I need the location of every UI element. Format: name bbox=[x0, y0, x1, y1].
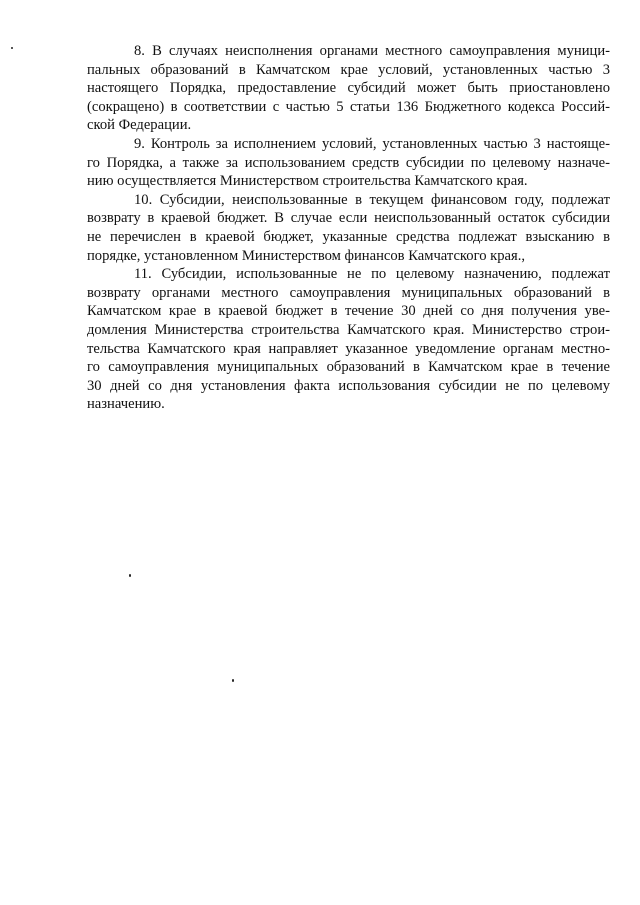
scan-speck bbox=[232, 679, 234, 682]
paragraph-line: назначению. bbox=[87, 396, 165, 413]
paragraph-line: пальных образований в Камчатском крае условий, установленных частью 3 bbox=[87, 61, 610, 78]
paragraph-line: 10. Субсидии, неиспользованные в текущем финансовом году, подлежат bbox=[134, 191, 610, 208]
paragraph-line: го Порядка, а также за использованием средств субсидии по целевому назначе- bbox=[87, 154, 610, 171]
paragraph-line: 9. Контроль за исполнением условий, установленных частью 3 настояще- bbox=[134, 135, 610, 152]
scan-speck bbox=[129, 574, 131, 577]
paragraph-11 bbox=[87, 265, 610, 414]
paragraph-line: го самоуправления муниципальных образований в Камчатском крае в течение bbox=[87, 359, 610, 376]
paragraph-9 bbox=[87, 135, 610, 191]
paragraph-line: 8. В случаях неисполнения органами местного самоуправления муници- bbox=[134, 43, 610, 59]
paragraph-line: нию осуществляется Министерством строительства Камчатского края. bbox=[87, 173, 528, 190]
scan-speck bbox=[11, 47, 13, 49]
document-body bbox=[87, 42, 610, 414]
paragraph-line: 30 дней со дня установления факта использования субсидии не по целевому bbox=[87, 377, 610, 394]
paragraph-line: возврату в краевой бюджет. В случае если неиспользованный остаток субсидии bbox=[87, 210, 610, 227]
paragraph-line: тельства Камчатского края направляет указанное уведомление органам местно- bbox=[87, 340, 610, 357]
paragraph-line: Камчатском крае в краевой бюджет в течение 30 дней со дня получения уве- bbox=[87, 303, 610, 320]
paragraph-line: 11. Субсидии, использованные не по целевому назначению, подлежат bbox=[134, 266, 610, 283]
paragraph-line: (сокращено) в соответствии с частью 5 статьи 136 Бюджетного кодекса Россий- bbox=[87, 98, 610, 115]
paragraph-line: домления Министерства строительства Камчатского края. Министерство строи- bbox=[87, 321, 610, 338]
paragraph-10 bbox=[87, 191, 610, 265]
paragraph-line: настоящего Порядка, предоставление субсидий может быть приостановлено bbox=[87, 80, 610, 97]
paragraph-line: порядке, установленном Министерством финансов Камчатского края., bbox=[87, 247, 526, 264]
paragraph-line: не перечислен в краевой бюджет, указанные средства подлежат взысканию в bbox=[87, 228, 610, 245]
paragraph-line: возврату органами местного самоуправления муниципальных образований в bbox=[87, 284, 610, 301]
paragraph-line: ской Федерации. bbox=[87, 117, 192, 134]
paragraph-8 bbox=[87, 42, 610, 135]
